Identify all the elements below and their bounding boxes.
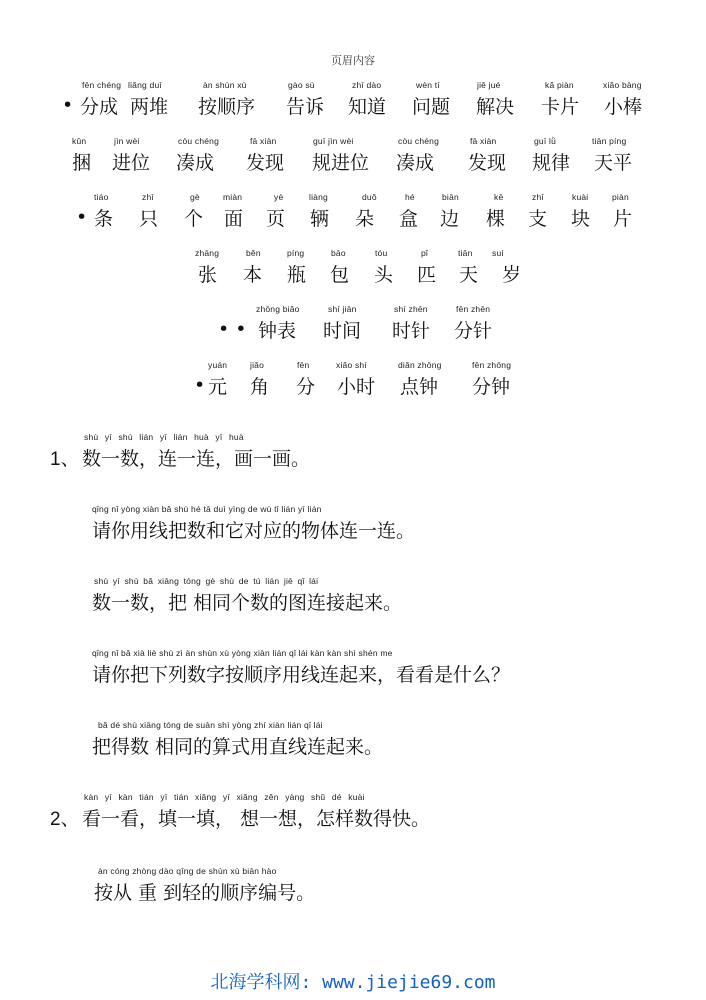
pinyin: guī lǜ <box>534 136 556 146</box>
vocab-word: 小棒 <box>604 96 643 118</box>
vocab-word: 片 <box>613 208 633 230</box>
instruction-text: 请你用线把数和它对应的物体连一连。 <box>92 520 416 542</box>
instruction-text: 请你把下列数字按顺序用线连起来，看看是什么？ <box>92 664 511 686</box>
vocab-word: 知道 <box>348 96 387 118</box>
vocab-word: 面 <box>224 208 244 230</box>
pinyin: àn shùn xù <box>203 80 247 90</box>
vocab-word: 分钟 <box>472 376 511 398</box>
vocab-word: 问题 <box>412 96 451 118</box>
pinyin: tiān <box>458 248 473 258</box>
vocab-word: 张 <box>198 264 218 286</box>
pinyin: tiān píng <box>592 136 627 146</box>
pinyin: biān <box>442 192 459 202</box>
vocab-word: 分针 <box>454 320 493 342</box>
vocab-word: 点钟 <box>400 376 439 398</box>
vocab-word: 天 <box>459 264 479 286</box>
pinyin: hé <box>405 192 415 202</box>
vocab-word: 分 <box>296 376 316 398</box>
vocab-word: 块 <box>571 208 591 230</box>
row-bullet: • <box>194 374 206 396</box>
vocab-word: 捆 <box>72 152 92 174</box>
section-title: 看一看，填一填， 想一想，怎样数得快。 <box>82 808 431 830</box>
pinyin: píng <box>287 248 305 258</box>
row-bullet: • <box>62 94 74 116</box>
pinyin: shí jiān <box>328 304 357 314</box>
vocab-word: 头 <box>374 264 394 286</box>
vocab-word: 盒 <box>399 208 419 230</box>
pinyin: fēn <box>297 360 310 370</box>
footer-watermark: 北海学科网: www.jiejie69.com <box>210 972 496 993</box>
section-title-pinyin: shù yī shù lián yī lián huà yī huà <box>84 432 244 442</box>
vocab-word: 页 <box>266 208 286 230</box>
pinyin: zhāng <box>195 248 220 258</box>
page-header: 页眉内容 <box>331 54 375 67</box>
pinyin: jìn wèi <box>114 136 140 146</box>
pinyin: zhī <box>142 192 154 202</box>
pinyin: jiě jué <box>477 80 501 90</box>
pinyin: shí zhēn <box>394 304 428 314</box>
vocab-word: 钟表 <box>258 320 297 342</box>
pinyin: yè <box>274 192 284 202</box>
vocab-word: 规进位 <box>312 152 370 174</box>
pinyin: pǐ <box>421 248 429 258</box>
vocab-word: 发现 <box>468 152 507 174</box>
vocab-word: 棵 <box>486 208 506 230</box>
vocab-word: 时间 <box>323 320 362 342</box>
pinyin: piàn <box>612 192 629 202</box>
vocab-word: 天平 <box>594 152 633 174</box>
item-pinyin: bǎ dé shù xiāng tóng de suàn shì yòng zhí xiàn lián qǐ lái <box>98 720 323 730</box>
vocab-word: 支 <box>528 208 548 230</box>
pinyin: zhī <box>532 192 544 202</box>
pinyin: fēn chéng <box>82 80 122 90</box>
vocab-word: 瓶 <box>287 264 307 286</box>
row-bullet: • <box>76 206 88 228</box>
vocab-word: 凑成 <box>176 152 215 174</box>
vocab-word: 条 <box>94 208 114 230</box>
pinyin: bāo <box>331 248 346 258</box>
pinyin: wèn tí <box>416 80 440 90</box>
pinyin: tóu <box>375 248 388 258</box>
pinyin: kē <box>494 192 504 202</box>
pinyin: gào sù <box>288 80 315 90</box>
vocab-word: 个 <box>184 208 204 230</box>
pinyin: xiǎo shí <box>336 360 367 370</box>
pinyin: kǔn <box>72 136 87 146</box>
pinyin: còu chéng <box>178 136 220 146</box>
pinyin: zhōng biǎo <box>256 304 300 314</box>
row-bullet: • • <box>218 318 247 340</box>
pinyin: tiáo <box>94 192 109 202</box>
vocab-word: 进位 <box>112 152 151 174</box>
vocab-word: 规律 <box>532 152 571 174</box>
instruction-text: 数一数，把 相同个数的图连接起来。 <box>92 592 403 614</box>
item-pinyin: qǐng nǐ bǎ xià liè shù zì àn shùn xù yòng xiàn lián qǐ lái kàn kàn shì shén me <box>92 648 393 658</box>
pinyin: fā xiàn <box>470 136 497 146</box>
vocab-word: 时针 <box>392 320 431 342</box>
pinyin: liǎng duī <box>128 80 162 90</box>
pinyin: yuán <box>208 360 228 370</box>
vocab-word: 发现 <box>246 152 285 174</box>
instruction-text: 按从 重 到轻的顺序编号。 <box>94 882 316 904</box>
item-pinyin: shù yī shù bǎ xiāng tóng gè shù de tú lián jiē qǐ lái <box>94 576 319 586</box>
pinyin: guī jìn wèi <box>313 136 354 146</box>
pinyin: běn <box>246 248 261 258</box>
section-title: 数一数，连一连，画一画。 <box>82 448 311 470</box>
item-pinyin: qǐng nǐ yòng xiàn bǎ shù hé tā duì yìng de wù tǐ lián yī lián <box>92 504 322 514</box>
section-title-pinyin: kàn yī kàn tián yī tián xiǎng yī xiǎng zěn yàng shǔ dé kuài <box>84 792 365 802</box>
vocab-word: 匹 <box>417 264 437 286</box>
vocab-word: 解决 <box>476 96 515 118</box>
pinyin: fēn zhēn <box>456 304 491 314</box>
vocab-word: 两堆 <box>130 96 169 118</box>
pinyin: kuài <box>572 192 589 202</box>
pinyin: suì <box>492 248 504 258</box>
vocab-word: 只 <box>139 208 159 230</box>
vocab-word: 按顺序 <box>198 96 256 118</box>
vocab-word: 凑成 <box>396 152 435 174</box>
pinyin: gè <box>190 192 200 202</box>
pinyin: miàn <box>223 192 243 202</box>
pinyin: zhī dào <box>352 80 382 90</box>
item-pinyin: àn cóng zhòng dào qīng de shùn xù biān hào <box>98 866 277 876</box>
pinyin: còu chéng <box>398 136 440 146</box>
pinyin: xiǎo bàng <box>603 80 642 90</box>
vocab-word: 告诉 <box>286 96 325 118</box>
pinyin: liàng <box>309 192 328 202</box>
section-number: 2、 <box>50 809 80 830</box>
vocab-word: 分成 <box>80 96 119 118</box>
vocab-word: 角 <box>250 376 270 398</box>
vocab-word: 边 <box>440 208 460 230</box>
pinyin: fā xiàn <box>250 136 277 146</box>
pinyin: kǎ piàn <box>545 80 574 90</box>
vocab-word: 小时 <box>337 376 376 398</box>
vocab-word: 本 <box>243 264 263 286</box>
vocab-word: 元 <box>208 376 228 398</box>
vocab-word: 包 <box>330 264 350 286</box>
pinyin: fēn zhōng <box>472 360 512 370</box>
vocab-word: 辆 <box>310 208 330 230</box>
pinyin: duǒ <box>362 192 377 202</box>
section-number: 1、 <box>50 449 80 470</box>
vocab-word: 朵 <box>355 208 375 230</box>
instruction-text: 把得数 相同的算式用直线连起来。 <box>92 736 384 758</box>
vocab-word: 卡片 <box>541 96 580 118</box>
pinyin: diǎn zhōng <box>398 360 442 370</box>
vocab-word: 岁 <box>502 264 522 286</box>
pinyin: jiǎo <box>250 360 265 370</box>
